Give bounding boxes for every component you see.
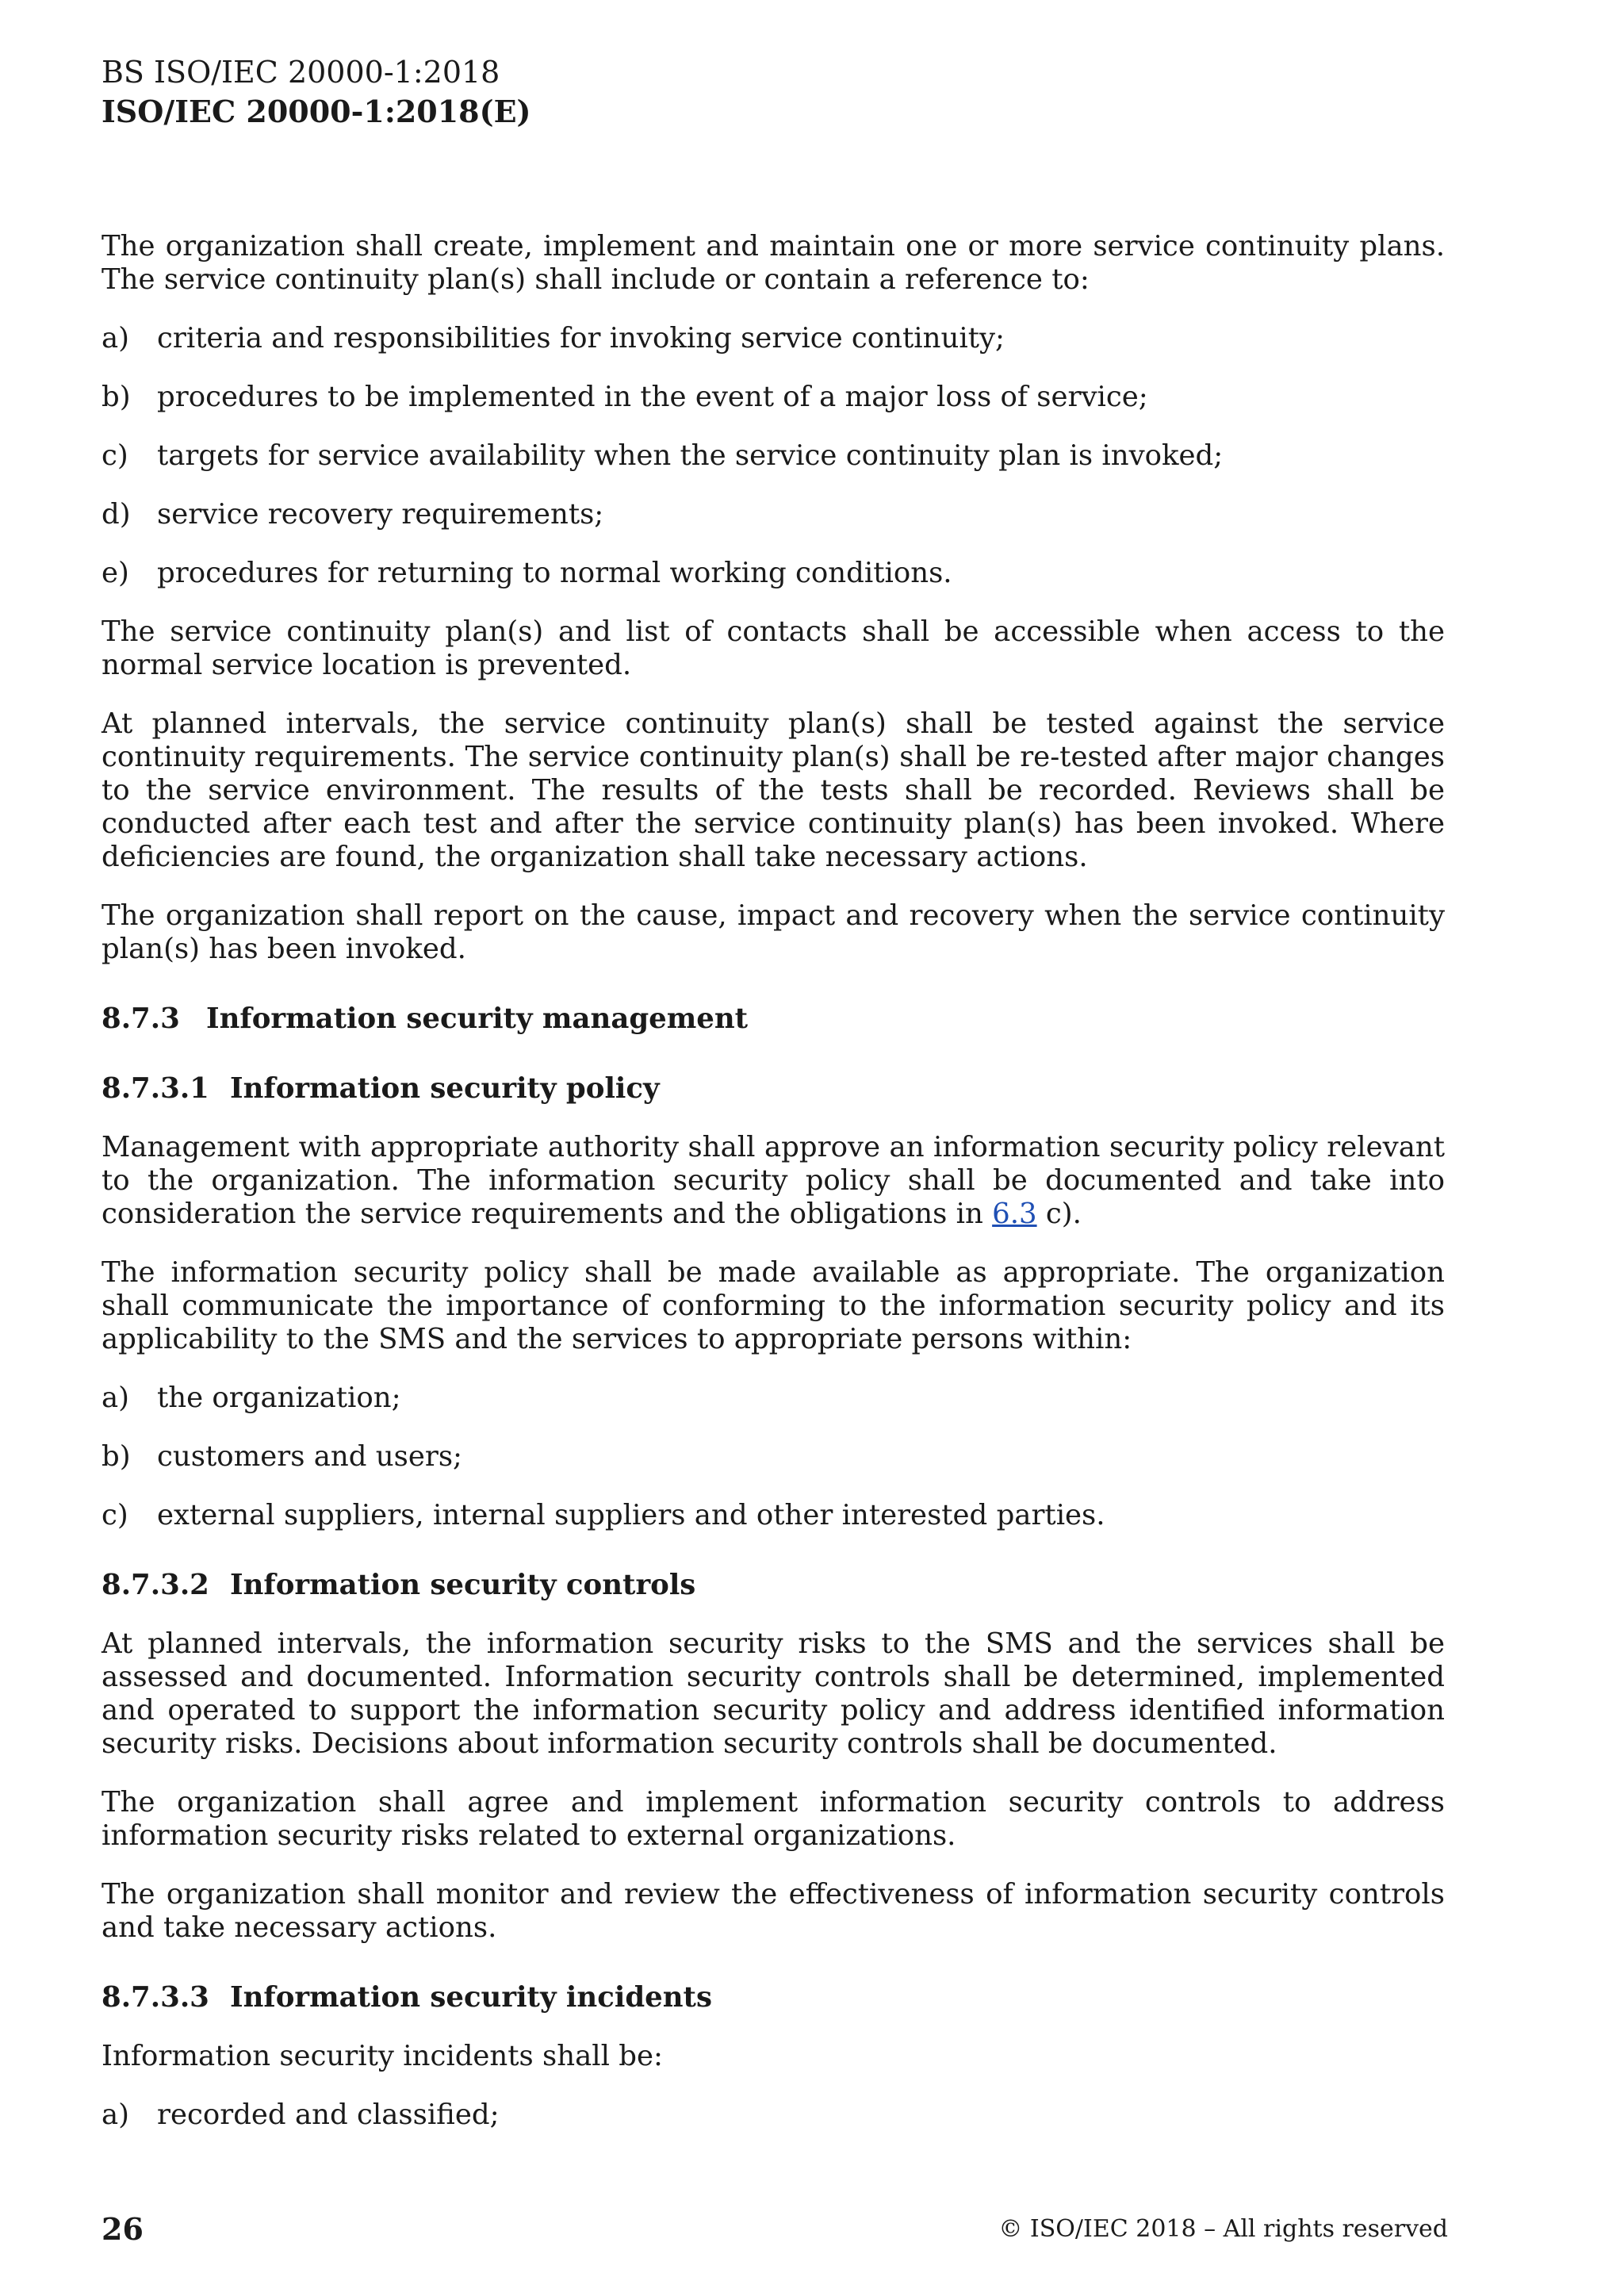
controls-external-paragraph: The organization shall agree and implement information security controls to address information security risks related to external organizations. [102, 1786, 1445, 1852]
list-label: b) [102, 381, 131, 413]
list-label: e) [102, 557, 129, 589]
section-heading-8-7-3-3 [102, 1981, 1445, 2014]
controls-monitoring-paragraph: The organization shall monitor and review the effectiveness of information security controls and take necessary actions. [102, 1878, 1445, 1944]
policy-approval-paragraph [102, 1131, 1445, 1231]
section-number: 8.7.3.1 [102, 1072, 209, 1105]
continuity-intro: The organization shall create, implement and maintain one or more service continuity plans. The service continuity plan(s) shall include or contain a reference to: [102, 230, 1445, 296]
clause-6-3-link[interactable]: 6.3 [992, 1198, 1037, 1230]
list-label: c) [102, 1499, 128, 1531]
incidents-intro-paragraph: Information security incidents shall be: [102, 2040, 663, 2072]
section-number: 8.7.3.3 [102, 1981, 209, 2014]
running-header [102, 52, 531, 132]
list-label: b) [102, 1440, 131, 1473]
list-item [102, 557, 1445, 590]
list-text: external suppliers, internal suppliers and other interested parties. [157, 1499, 1105, 1531]
section-title: Information security management [206, 1002, 749, 1035]
policy-approval-text: Management with appropriate authority shall approve an information security policy relevant to the organization. The information security policy shall be documented and take into consideration the service requirements and the obligations in [102, 1131, 1445, 1230]
continuity-testing-paragraph: At planned intervals, the service continuity plan(s) shall be tested against the service continuity requirements. The service continuity plan(s) shall be re-tested after major changes to the service environment. The results of the tests shall be recorded. Reviews shall be conducted after each test and after the service continuity plan(s) has been invoked. Where deficiencies are found, the organization shall take necessary actions. [102, 707, 1445, 873]
section-heading-8-7-3 [102, 1002, 1445, 1036]
page-body [102, 230, 1445, 2157]
list-label: a) [102, 322, 130, 355]
section-heading-8-7-3-2 [102, 1569, 1445, 1602]
section-number: 8.7.3.2 [102, 1569, 209, 1601]
list-item [102, 322, 1445, 355]
section-heading-8-7-3-1 [102, 1072, 1445, 1106]
list-text: procedures for returning to normal working conditions. [157, 557, 952, 589]
list-text: targets for service availability when the service continuity plan is invoked; [157, 439, 1224, 472]
list-text: service recovery requirements; [157, 498, 604, 531]
list-item [102, 1499, 1445, 1532]
policy-approval-text-end: c). [1036, 1198, 1082, 1230]
list-text: the organization; [157, 1382, 401, 1414]
list-label: a) [102, 2099, 130, 2131]
continuity-accessibility-paragraph: The service continuity plan(s) and list of contacts shall be accessible when access to the normal service location is prevented. [102, 615, 1445, 681]
section-title: Information security incidents [230, 1981, 712, 2014]
header-iso-designation: ISO/IEC 20000-1:2018(E) [102, 94, 531, 129]
list-item [102, 498, 1445, 531]
section-number: 8.7.3 [102, 1002, 180, 1035]
list-item [102, 1382, 1445, 1415]
list-item [102, 2099, 1445, 2132]
header-bs-designation: BS ISO/IEC 20000-1:2018 [102, 55, 500, 90]
list-label: a) [102, 1382, 130, 1414]
list-text: recorded and classified; [157, 2099, 500, 2131]
list-item [102, 381, 1445, 414]
section-title: Information security controls [230, 1569, 696, 1601]
section-title: Information security policy [230, 1072, 660, 1105]
page-number: 26 [102, 2211, 144, 2247]
list-item [102, 439, 1445, 473]
list-label: d) [102, 498, 131, 531]
list-item [102, 1440, 1445, 1474]
list-text: criteria and responsibilities for invoking service continuity; [157, 322, 1005, 355]
continuity-reporting-paragraph: The organization shall report on the cause, impact and recovery when the service continuity plan(s) has been invoked. [102, 899, 1445, 965]
copyright-notice: © ISO/IEC 2018 – All rights reserved [998, 2215, 1448, 2243]
list-label: c) [102, 439, 128, 472]
policy-communication-paragraph: The information security policy shall be made available as appropriate. The organization shall communicate the importance of conforming to the information security policy and its applicability to the SMS and the services to appropriate persons within: [102, 1256, 1445, 1355]
controls-assessment-paragraph: At planned intervals, the information security risks to the SMS and the services shall be assessed and documented. Information security controls shall be determined, implemented and operated to support the information security policy and address identified information security risks. Decisions about information security controls shall be documented. [102, 1627, 1445, 1760]
list-text: customers and users; [157, 1440, 463, 1473]
list-text: procedures to be implemented in the event of a major loss of service; [157, 381, 1148, 413]
